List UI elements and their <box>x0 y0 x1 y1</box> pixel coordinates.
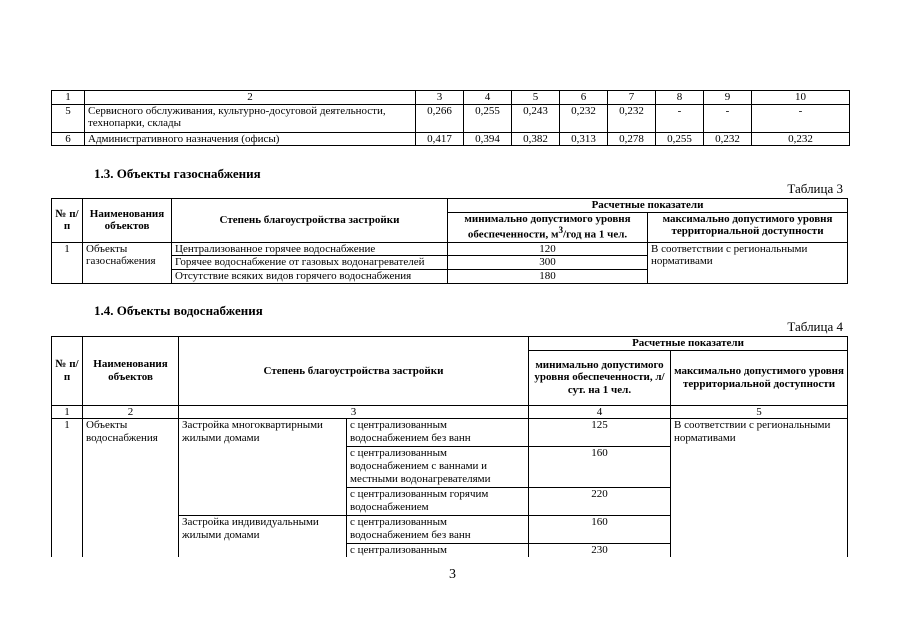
value-cell: 0,313 <box>560 132 608 146</box>
degree-cell: с централизованным водоснабжением с ваннами и местными водонагревателями <box>347 447 529 488</box>
value-cell: 0,382 <box>512 132 560 146</box>
water-table <box>51 336 848 557</box>
col-5: 5 <box>512 91 560 105</box>
table-row <box>52 419 848 447</box>
row-name: Сервисного обслуживания, культурно-досуговой деятельности, технопарки, склады <box>85 104 416 132</box>
degree-cell: Горячее водоснабжение от газовых водонагревателей <box>172 256 448 270</box>
value-cell: 0,232 <box>608 104 656 132</box>
min-level-header: минимально допустимого уровня обеспеченности, л/сут. на 1 чел. <box>529 350 671 405</box>
max-level-cell: В соответствии с региональными нормативами <box>648 242 848 283</box>
value-cell: 230 <box>529 544 671 557</box>
row-num: 6 <box>52 132 85 146</box>
col-1: 1 <box>52 91 85 105</box>
value-cell: 0,232 <box>560 104 608 132</box>
min-level-header: минимально допустимого уровня обеспеченности, $м^3$/год на 1 чел. <box>448 212 648 242</box>
gas-table <box>51 198 848 284</box>
value-cell: 0,255 <box>464 104 512 132</box>
value-cell: 220 <box>529 488 671 516</box>
max-level-header: максимально допустимого уровня территориальной доступности <box>671 350 848 405</box>
row-num: 1 <box>52 242 83 283</box>
table-row <box>52 132 850 146</box>
value-cell: 0,232 <box>704 132 752 146</box>
degree-cell: Отсутствие всяких видов горячего водоснабжения <box>172 269 448 283</box>
value-cell: 0,278 <box>608 132 656 146</box>
value-cell: - <box>752 104 850 132</box>
col-number: 2 <box>83 405 179 419</box>
degree-cell: с централизованным горячим водоснабжением <box>347 488 529 516</box>
col-num-header: № п/п <box>52 199 83 243</box>
table-3-label: Таблица 3 <box>787 181 843 196</box>
degree-cell: с централизованным водоснабжением без ванн <box>347 516 529 544</box>
max-level-cell: В соответствии с региональными нормативами <box>671 419 848 557</box>
col-name-header: Наименования объектов <box>83 337 179 406</box>
table-4-label: Таблица 4 <box>787 319 843 334</box>
page-number: 3 <box>449 567 456 582</box>
group-multi-apartment: Застройка многоквартирными жилыми домами <box>179 419 347 516</box>
value-cell: 0,255 <box>656 132 704 146</box>
col-name-header: Наименования объектов <box>83 199 172 243</box>
col-degree-header: Степень благоустройства застройки <box>179 337 529 406</box>
top-table <box>51 90 850 146</box>
col-number: 3 <box>179 405 529 419</box>
value-cell: 160 <box>529 516 671 544</box>
value-cell: - <box>656 104 704 132</box>
calc-header: Расчетные показатели <box>529 337 848 351</box>
section-heading-gas: 1.3. Объекты газоснабжения <box>94 166 261 181</box>
col-6: 6 <box>560 91 608 105</box>
row-num: 5 <box>52 104 85 132</box>
value-cell: 0,243 <box>512 104 560 132</box>
col-2: 2 <box>85 91 416 105</box>
col-degree-header: Степень благоустройства застройки <box>172 199 448 243</box>
row-name: Административного назначения (офисы) <box>85 132 416 146</box>
table-row <box>52 104 850 132</box>
gas-table-head-row-1 <box>52 199 848 213</box>
section-heading-water: 1.4. Объекты водоснабжения <box>94 303 263 318</box>
row-num: 1 <box>52 419 83 557</box>
value-cell: 0,417 <box>416 132 464 146</box>
col-10: 10 <box>752 91 850 105</box>
max-level-header: максимально допустимого уровня территориальной доступности <box>648 212 848 242</box>
group-individual: Застройка индивидуальными жилыми домами <box>179 516 347 557</box>
value-cell: 160 <box>529 447 671 488</box>
col-3: 3 <box>416 91 464 105</box>
col-number: 4 <box>529 405 671 419</box>
value-cell: - <box>704 104 752 132</box>
value-cell: 0,394 <box>464 132 512 146</box>
col-num-header: № п/п <box>52 337 83 406</box>
calc-header: Расчетные показатели <box>448 199 848 213</box>
row-name: Объекты газоснабжения <box>83 242 172 283</box>
water-table-head-row-1 <box>52 337 848 351</box>
value-cell: 300 <box>448 256 648 270</box>
col-8: 8 <box>656 91 704 105</box>
degree-cell: Централизованное горячее водоснабжение <box>172 242 448 256</box>
col-4: 4 <box>464 91 512 105</box>
value-cell: 125 <box>529 419 671 447</box>
value-cell: 180 <box>448 269 648 283</box>
value-cell: 0,266 <box>416 104 464 132</box>
col-7: 7 <box>608 91 656 105</box>
value-cell: 0,232 <box>752 132 850 146</box>
row-name: Объекты водоснабжения <box>83 419 179 557</box>
col-number: 5 <box>671 405 848 419</box>
degree-cell: с централизованным водоснабжением без ванн <box>347 419 529 447</box>
col-9: 9 <box>704 91 752 105</box>
col-number: 1 <box>52 405 83 419</box>
column-numbers-row <box>52 405 848 419</box>
value-cell: 120 <box>448 242 648 256</box>
top-table-header-row <box>52 91 850 105</box>
degree-cell: с централизованным <box>347 544 529 557</box>
table-row <box>52 242 848 256</box>
